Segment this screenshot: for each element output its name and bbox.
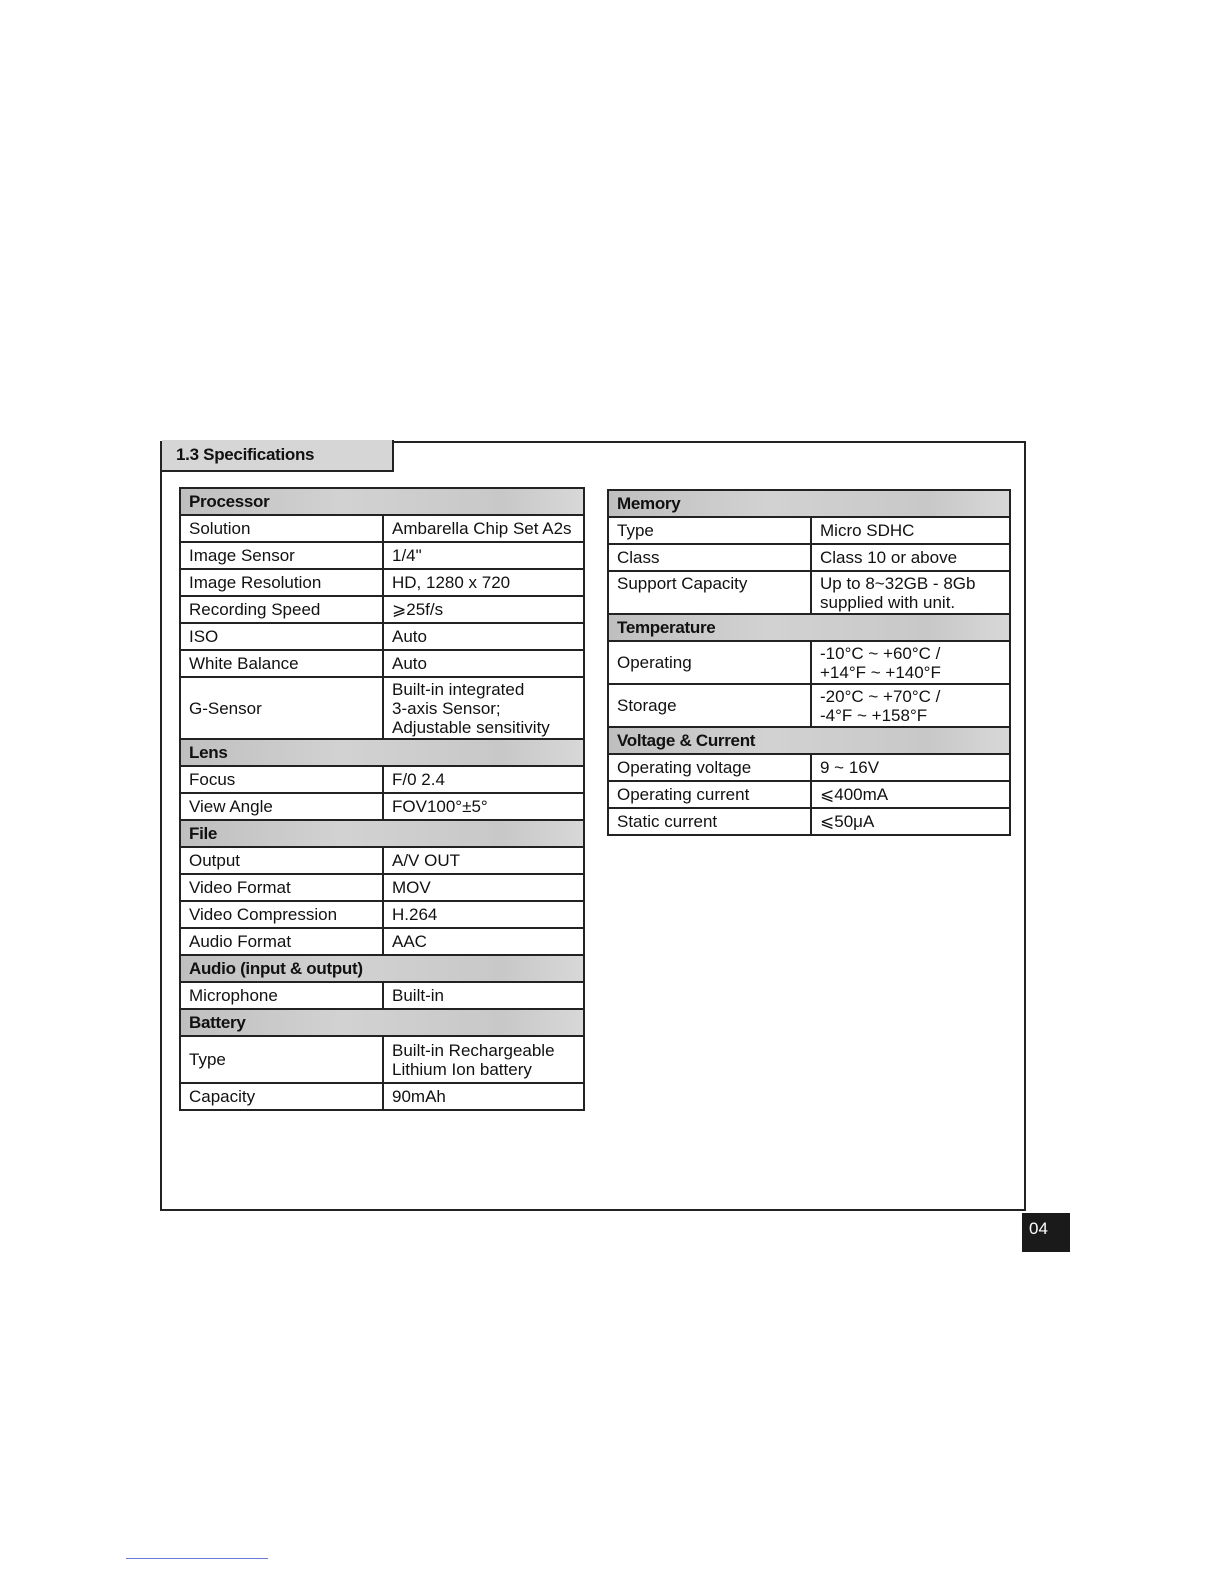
page-number: 04 bbox=[1022, 1213, 1070, 1252]
spec-label: Focus bbox=[180, 766, 383, 793]
spec-value: Auto bbox=[383, 623, 584, 650]
group-header: Processor bbox=[180, 488, 584, 515]
spec-row bbox=[180, 650, 584, 677]
group-header: File bbox=[180, 820, 584, 847]
spec-row bbox=[608, 517, 1010, 544]
group-header: Lens bbox=[180, 739, 584, 766]
spec-label: Support Capacity bbox=[608, 571, 811, 614]
group-header: Temperature bbox=[608, 614, 1010, 641]
section-title: 1.3 Specifications bbox=[162, 440, 394, 472]
group-header-row bbox=[608, 614, 1010, 641]
spec-row bbox=[180, 982, 584, 1009]
spec-value: MOV bbox=[383, 874, 584, 901]
spec-label: Type bbox=[180, 1036, 383, 1083]
spec-label: Video Compression bbox=[180, 901, 383, 928]
spec-label: G-Sensor bbox=[180, 677, 383, 739]
spec-value: -20°C ~ +70°C / -4°F ~ +158°F bbox=[811, 684, 1010, 727]
spec-value: Auto bbox=[383, 650, 584, 677]
spec-value: Built-in bbox=[383, 982, 584, 1009]
spec-row bbox=[180, 928, 584, 955]
spec-row bbox=[180, 515, 584, 542]
spec-row bbox=[608, 641, 1010, 684]
spec-row bbox=[180, 901, 584, 928]
group-header-row bbox=[608, 727, 1010, 754]
spec-row bbox=[180, 623, 584, 650]
spec-row bbox=[180, 677, 584, 739]
spec-label: Static current bbox=[608, 808, 811, 835]
spec-value: A/V OUT bbox=[383, 847, 584, 874]
spec-row bbox=[180, 596, 584, 623]
spec-label: Operating bbox=[608, 641, 811, 684]
spec-value: 9 ~ 16V bbox=[811, 754, 1010, 781]
spec-label: ISO bbox=[180, 623, 383, 650]
spec-label: Operating voltage bbox=[608, 754, 811, 781]
spec-value: 90mAh bbox=[383, 1083, 584, 1110]
spec-value: ⩾25f/s bbox=[383, 596, 584, 623]
spec-value: -10°C ~ +60°C / +14°F ~ +140°F bbox=[811, 641, 1010, 684]
spec-label: Microphone bbox=[180, 982, 383, 1009]
group-header: Memory bbox=[608, 490, 1010, 517]
spec-row bbox=[180, 569, 584, 596]
spec-label: Audio Format bbox=[180, 928, 383, 955]
spec-value: Up to 8~32GB - 8Gb supplied with unit. bbox=[811, 571, 1010, 614]
spec-table-left bbox=[179, 487, 585, 1111]
spec-value: 1/4" bbox=[383, 542, 584, 569]
spec-label: View Angle bbox=[180, 793, 383, 820]
spec-value: Ambarella Chip Set A2s bbox=[383, 515, 584, 542]
spec-row bbox=[180, 766, 584, 793]
spec-row bbox=[608, 808, 1010, 835]
spec-table-right bbox=[607, 489, 1011, 836]
group-header-row bbox=[180, 488, 584, 515]
spec-label: Capacity bbox=[180, 1083, 383, 1110]
spec-row bbox=[180, 874, 584, 901]
group-header-row bbox=[180, 955, 584, 982]
spec-value: F/0 2.4 bbox=[383, 766, 584, 793]
spec-value: Class 10 or above bbox=[811, 544, 1010, 571]
spec-label: Storage bbox=[608, 684, 811, 727]
spec-value: Built-in integrated 3-axis Sensor; Adjustable sensitivity bbox=[383, 677, 584, 739]
spec-row bbox=[608, 781, 1010, 808]
group-header-row bbox=[180, 1009, 584, 1036]
spec-label: Image Sensor bbox=[180, 542, 383, 569]
spec-value: Micro SDHC bbox=[811, 517, 1010, 544]
spec-row bbox=[180, 542, 584, 569]
spec-label: Recording Speed bbox=[180, 596, 383, 623]
group-header-row bbox=[180, 820, 584, 847]
spec-value: Built-in Rechargeable Lithium Ion battery bbox=[383, 1036, 584, 1083]
spec-row bbox=[180, 1083, 584, 1110]
spec-label: Image Resolution bbox=[180, 569, 383, 596]
spec-row bbox=[180, 793, 584, 820]
spec-row bbox=[180, 847, 584, 874]
spec-label: Operating current bbox=[608, 781, 811, 808]
spec-value: ⩽400mA bbox=[811, 781, 1010, 808]
spec-row bbox=[608, 571, 1010, 614]
spec-label: Output bbox=[180, 847, 383, 874]
spec-row bbox=[608, 754, 1010, 781]
spec-row bbox=[608, 544, 1010, 571]
spec-label: Class bbox=[608, 544, 811, 571]
spec-value: HD, 1280 x 720 bbox=[383, 569, 584, 596]
group-header-row bbox=[608, 490, 1010, 517]
group-header: Audio (input & output) bbox=[180, 955, 584, 982]
spec-label: Video Format bbox=[180, 874, 383, 901]
spec-row bbox=[180, 1036, 584, 1083]
spec-label: White Balance bbox=[180, 650, 383, 677]
group-header: Voltage & Current bbox=[608, 727, 1010, 754]
spec-value: H.264 bbox=[383, 901, 584, 928]
spec-label: Solution bbox=[180, 515, 383, 542]
spec-value: FOV100°±5° bbox=[383, 793, 584, 820]
footer-rule bbox=[126, 1558, 268, 1559]
spec-row bbox=[608, 684, 1010, 727]
spec-label: Type bbox=[608, 517, 811, 544]
spec-value: ⩽50μA bbox=[811, 808, 1010, 835]
group-header: Battery bbox=[180, 1009, 584, 1036]
group-header-row bbox=[180, 739, 584, 766]
spec-value: AAC bbox=[383, 928, 584, 955]
